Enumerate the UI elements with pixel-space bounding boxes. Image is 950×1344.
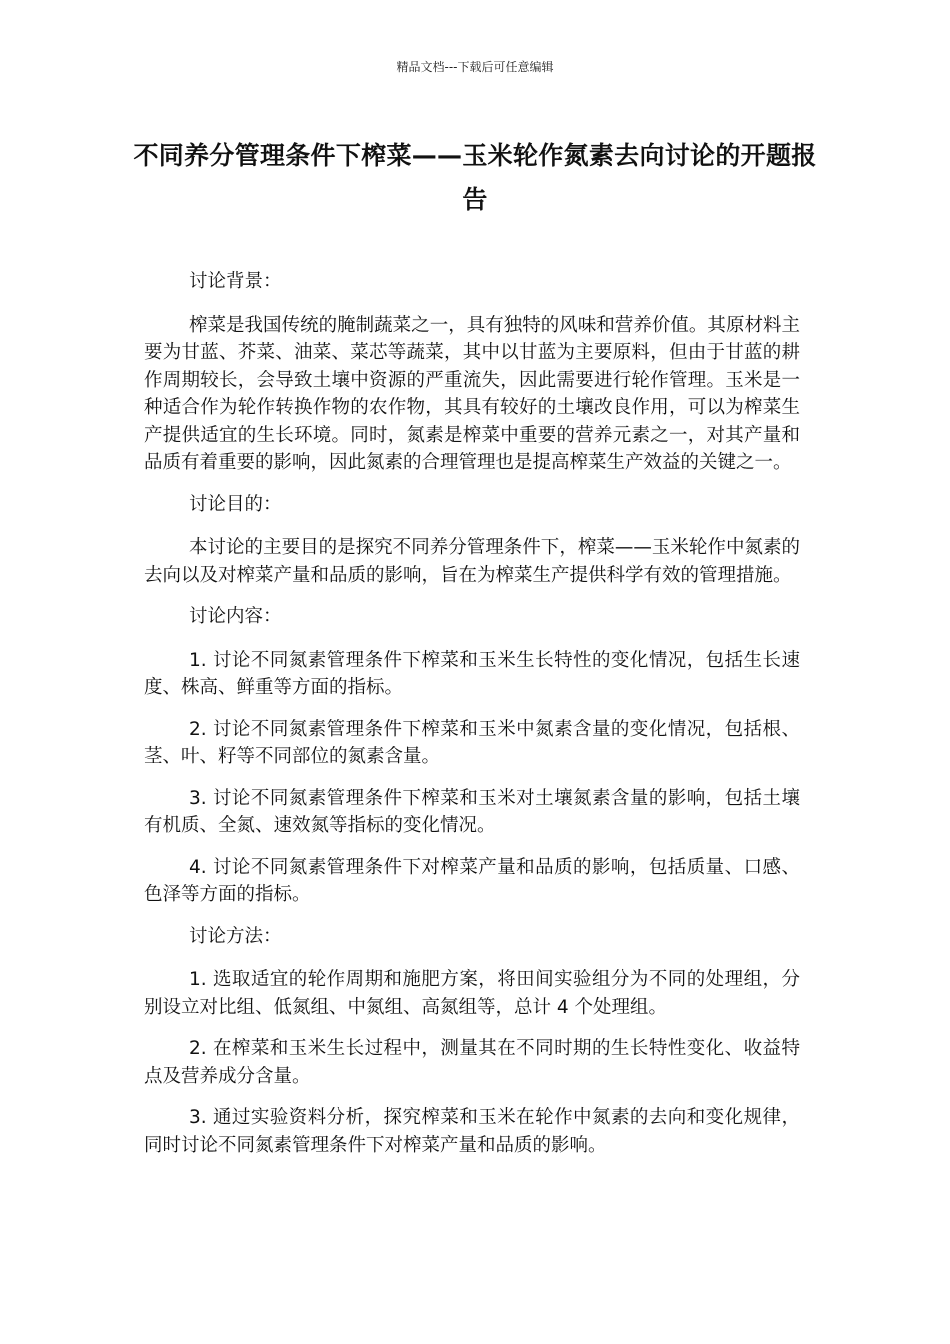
- page-header: 精品文档---下载后可任意编辑: [396, 60, 554, 74]
- paragraph-content-item-1: 1. 讨论不同氮素管理条件下榨菜和玉米生长特性的变化情况，包括生长速度、株高、鲜重等方面的指标。: [144, 649, 800, 698]
- paragraph-method-item-3: 3. 通过实验资料分析，探究榨菜和玉米在轮作中氮素的去向和变化规律，同时讨论不同氮素管理条件下对榨菜产量和品质的影响。: [144, 1107, 800, 1156]
- paragraph-method-item-1: 1. 选取适宜的轮作周期和施肥方案，将田间实验组分为不同的处理组，分别设立对比组、低氮组、中氮组、高氮组等，总计 4 个处理组。: [144, 969, 800, 1018]
- document-body: [144, 268, 800, 1173]
- document-title: 不同养分管理条件下榨菜——玉米轮作氮素去向讨论的开题报告: [133, 141, 817, 214]
- paragraph-content-item-2: 2. 讨论不同氮素管理条件下榨菜和玉米中氮素含量的变化情况，包括根、茎、叶、籽等不同部位的氮素含量。: [144, 718, 800, 767]
- paragraph-content-item-4: 4. 讨论不同氮素管理条件下对榨菜产量和品质的影响，包括质量、口感、色泽等方面的指标。: [144, 856, 800, 905]
- section-heading-background: 讨论背景：: [189, 271, 282, 292]
- paragraph-background: 榨菜是我国传统的腌制蔬菜之一，具有独特的风味和营养价值。其原材料主要为甘蓝、芥菜、油菜、菜芯等蔬菜，其中以甘蓝为主要原料，但由于甘蓝的耕作周期较长，会导致土壤中资源的严重流失，因此需要进行轮作管理。玉米是一种适合作为轮作转换作物的农作物，其具有较好的土壤改良作用，可以为榨菜生产提供适宜的生长环境。同时，氮素是榨菜中重要的营养元素之一，对其产量和品质有着重要的影响，因此氮素的合理管理也是提高榨菜生产效益的关键之一。: [144, 314, 800, 473]
- paragraph-content-item-3: 3. 讨论不同氮素管理条件下榨菜和玉米对土壤氮素含量的影响，包括土壤有机质、全氮、速效氮等指标的变化情况。: [144, 787, 800, 836]
- section-heading-method: 讨论方法：: [189, 925, 282, 947]
- paragraph-purpose: 本讨论的主要目的是探究不同养分管理条件下，榨菜——玉米轮作中氮素的去向以及对榨菜产量和品质的影响，旨在为榨菜生产提供科学有效的管理措施。: [144, 537, 800, 586]
- section-heading-content: 讨论内容：: [189, 606, 282, 627]
- section-heading-purpose: 讨论目的：: [189, 493, 282, 515]
- paragraph-method-item-2: 2. 在榨菜和玉米生长过程中，测量其在不同时期的生长特性变化、收益特点及营养成分含量。: [144, 1038, 800, 1087]
